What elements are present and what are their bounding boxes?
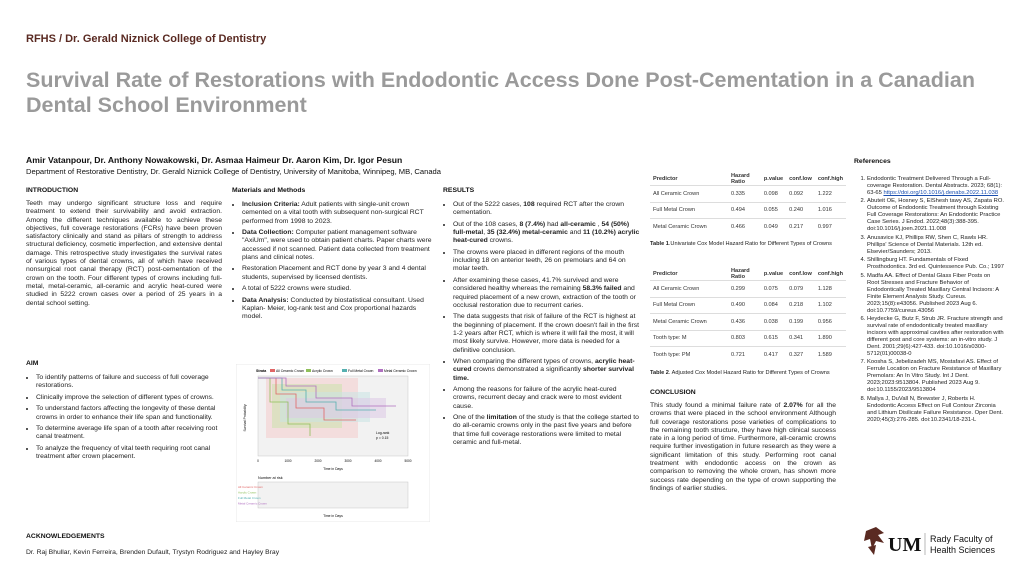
table-cell: 0.098: [761, 186, 786, 203]
table-row: [650, 281, 846, 298]
table-cell: 0.055: [761, 202, 786, 219]
table-cell: Tooth type: PM: [650, 347, 728, 363]
reference-item: [867, 176, 1004, 197]
table-header-cell: Predictor: [653, 270, 678, 277]
results-item: [453, 277, 641, 310]
results-text: crowns.: [487, 237, 514, 245]
results-text: and: [567, 229, 583, 237]
table-cell: 0.299: [728, 281, 761, 298]
table-cell: Metal Ceramic Crown: [650, 219, 728, 235]
table1-section: [650, 172, 846, 247]
results-text: ,: [483, 229, 487, 237]
table-cell: 0.327: [786, 347, 815, 363]
results-item: [453, 358, 641, 383]
risk-row-label: Full Metal Crown: [238, 496, 261, 500]
table-row: [650, 202, 846, 219]
reference-item: [867, 273, 1004, 315]
table-row: [650, 330, 846, 347]
results-text: Out of the 5222 cases,: [453, 201, 524, 208]
reference-item: [867, 257, 1004, 271]
reference-link[interactable]: https://doi.org/10.1016/j.denabs.2022.11.038: [883, 190, 999, 196]
results-section: [443, 187, 641, 451]
x-tick-label: 5000: [404, 459, 412, 463]
table-cell: 1.128: [815, 281, 846, 298]
results-text: Among the reasons for failure of the acrylic heat-cured crowns, recurrent decay and crack were to most evident cause.: [453, 386, 622, 410]
results-text: The crowns were placed in different regions of the mouth including 18 on anterior teeth, 26 on premolars and 64 on molar teeth.: [453, 248, 626, 273]
table-cell: 1.589: [815, 347, 846, 363]
methods-item: [242, 297, 432, 322]
risk-row-label: Acrylic Crown: [238, 490, 257, 495]
table-cell: 1.016: [815, 202, 846, 219]
table-header-row: [650, 172, 846, 186]
methods-item-text: Conducted by biostatistical consultant. Used Kaplan- Meier, log-rank test and Cox proportional hazards model.: [242, 296, 424, 321]
table-header-cell: Hazard Ratio: [731, 172, 750, 185]
legend-entry: Full Metal Crown: [348, 369, 374, 373]
methods-item-text: Computer patient management software "AxiUm", were used to obtain patient charts. Paper charts were accessed if not scanned. Patient data collected from treatment plans and clinical notes.: [242, 229, 432, 261]
results-text: Out of the 108 cases,: [453, 220, 520, 228]
aim-item: • To analyze the frequency of vital teeth requiring root canal treatment after crown placement.: [36, 445, 222, 462]
results-text: had: [545, 220, 561, 228]
table-cell: 0.049: [761, 219, 786, 235]
results-emphasis: acrylic heat-cured: [453, 357, 635, 374]
table-cell: 0.494: [728, 202, 761, 219]
table-cell: Tooth type: M: [650, 330, 728, 347]
table-cell: 0.092: [786, 186, 815, 203]
table-header-cell: conf.high: [817, 270, 843, 277]
table-cell: 0.956: [815, 314, 846, 331]
table-cell: 0.341: [786, 330, 815, 347]
authors: Amir Vatanpour, Dr. Anthony Nowakowski, Dr. Asmaa Haimeur Dr. Aaron Kim, Dr. Igor Pesun: [26, 155, 403, 165]
reference-text: Endodontic Treatment Delivered Through a Full- coverage Restoration. Dental Abstracts. 2023; 68(1): 63-65: [867, 176, 1003, 196]
risk-row-label: Metal Ceramic Crown: [238, 501, 267, 506]
reference-text: Mallya J, DuVall N, Brewster J, Roberts H. Endodontic Access Effect on Full Contour Zirconia and Lithium Disilicate Failure Resistance. Oper Dent. 2020;45(3):276-285. doi:10.2341/18-231-L: [867, 395, 1003, 423]
department: Department of Restorative Dentistry, Dr. Gerald Niznick College of Dentistry, University of Manitoba, Winnipeg, MB, Canada: [26, 167, 442, 176]
table1-caption: Table 1.Univariate Cox Model Hazard Ratio for Different Types of Crowns: [650, 240, 832, 247]
legend-swatch: [378, 369, 383, 372]
methods-item-text: Restoration Placement and RCT done by year 3 and 4 dental students, supervised by licensed dentists.: [242, 265, 426, 281]
methods-item-label: Data Collection:: [242, 229, 294, 237]
table-cell: 0.199: [786, 314, 815, 331]
results-text: The data suggests that risk of failure of the RCT is highest at the beginning of placement. If the crown doesn't fail in the first 1-2 years after RCT, which is where it will fail the most, it will most likely survive. However, more data is needed for a definitive conclusion.: [453, 313, 640, 354]
aim-item: • Clinically improve the selection of different types of crowns.: [36, 394, 222, 402]
risk-xlabel: Time in Days: [323, 514, 343, 518]
table-cell: 1.222: [815, 186, 846, 203]
reference-item: [867, 316, 1004, 358]
univariate-table: [650, 172, 846, 235]
x-tick-label: 1000: [284, 459, 292, 463]
methods-list: [232, 201, 432, 322]
results-emphasis: 8 (7.4%): [519, 220, 546, 228]
reference-text: Abuteit OE, Hosney S, ElShesh tawy AS, Zapata RO. Outcome of Endodontic Treatment through Existing Full Coverage Restorations: An Endodontic Practice Case Series. J Endod. 2022;48(3):388-395. doi:10.1016/j.joen.2021.11.008: [867, 198, 1004, 233]
logo-line2: Health Sciences: [930, 545, 996, 555]
results-emphasis: 58.3% failed: [582, 285, 622, 293]
risk-row-label: All Ceramic Crown: [238, 485, 263, 489]
results-emphasis: 54 (50%) full-metal: [453, 220, 630, 237]
results-emphasis: 108: [523, 201, 535, 208]
legend-entry: Metal Ceramic Crown: [384, 369, 417, 373]
table-cell: 0.218: [786, 297, 815, 314]
results-text: ,: [595, 220, 602, 228]
table-cell: 0.217: [786, 219, 815, 235]
table-cell: 0.997: [815, 219, 846, 235]
table-header-row: [650, 267, 846, 281]
methods-item-label: Data Analysis:: [242, 296, 289, 304]
table-header-cell: p.value: [763, 175, 784, 182]
reference-text: Shillingburg HT. Fundamentals of Fixed Prosthodontics. 3rd ed. Quintessence Pub. Co.; 1997: [867, 257, 1004, 271]
reference-text: Madfa AA. Effect of Dental Glass Fiber Posts on Root Stresses and Fracture Behavior of Endodontically Treated Maxillary Central Incisors: A Finite Element Analysis Study. Cureus. 2023;15(8):e43056. Published 2023 Aug 6. doi:10.7759/cureus.43056: [867, 272, 999, 314]
results-text: required RCT after the crown cementation.: [453, 201, 625, 217]
table-cell: 0.079: [786, 281, 815, 298]
table-header-cell: conf.low: [789, 175, 812, 182]
legend-entry: Acrylic Crown: [312, 369, 333, 373]
legend-swatch: [342, 369, 347, 372]
table-cell: 0.490: [728, 297, 761, 314]
table-cell: All Ceramic Crown: [650, 281, 728, 298]
results-emphasis: shorter survival time.: [453, 366, 634, 382]
results-item: [453, 249, 641, 274]
table2-caption: Table 2. Adjusted Cox Model Hazard Ratio for Different Types of Crowns: [650, 369, 830, 376]
results-emphasis: limitation: [486, 414, 517, 422]
results-text: When comparing the different types of crowns,: [453, 357, 595, 365]
table-row: [650, 186, 846, 203]
methods-item: [242, 285, 432, 293]
results-text: and required placement of a new crown, extraction of the tooth or occlusal restoration due to recurrent caries.: [453, 285, 636, 309]
aim-item: • To determine average life span of a tooth after receiving root canal treatment.: [36, 425, 222, 442]
table-cell: Metal Ceramic Crown: [650, 314, 728, 331]
legend-entry: All Ceramic Crown: [276, 369, 305, 373]
x-tick-label: 3000: [344, 459, 352, 463]
legend-swatch: [270, 369, 275, 372]
results-text: One of the: [453, 414, 487, 422]
kaplan-meier-figure: [236, 364, 430, 522]
kaplan-meier-plot: [236, 364, 430, 522]
table-cell: 0.615: [761, 330, 786, 347]
references-list: [854, 176, 1004, 424]
reference-text: Anusavice KJ, Phillips RW, Shen C, Rawls HR. Phillips' Science of Dental Materials. 12th ed. Elsevier/Saunders; 2013.: [867, 234, 988, 255]
references-section: [854, 158, 1004, 425]
results-text: After examining these cases, 41.7% survived and were considered healthy whereas the remaining: [453, 276, 619, 293]
methods-item-text: Adult patients with single-unit crown cemented on a vital tooth with subsequent non-surgical RCT performed from 1998 to 2023.: [242, 201, 424, 225]
table-row: [650, 314, 846, 331]
results-item: [453, 221, 641, 246]
aim-item: • To identify patterns of failure and success of full coverage restorations.: [36, 374, 222, 391]
introduction-section: [26, 187, 222, 308]
methods-item-label: Inclusion Criteria:: [242, 201, 300, 208]
conclusion-section: [650, 389, 836, 493]
table-header-cell: p.value: [763, 270, 784, 277]
references-heading: References: [854, 158, 891, 165]
table-cell: 0.335: [728, 186, 761, 203]
reference-item: [867, 359, 1004, 394]
logo-mark-text: UM: [888, 534, 922, 556]
reference-item: [867, 396, 1004, 424]
results-emphasis: 11 (10.2%) acrylic heat-cured: [453, 229, 640, 245]
introduction-text: Teeth may undergo significant structure loss and require treatment to extend their survivability and avoid extraction. Among the different techniques available to achieve these objectives, full coverage restorations (FCRs) have been proven satisfactory clinically and stand as pillars of strength to address structural deficiency, cosmetic imperfection, and extensive dental damage. This retrospective study investigates the survival rates of various types of dental crowns, all of which have received nonsurgical root canal therapy (RCT) post-cementation of the crown on the tooth. Four different types of crowns including full-metal, metal-ceramic, all-ceramic and acrylic heat-cured were studied in 5222 crown cases over a period of 25 years in a dental school setting.: [26, 200, 222, 307]
table-cell: 0.240: [786, 202, 815, 219]
reference-item: [867, 235, 1004, 256]
results-item: [453, 386, 641, 411]
institution-label: RFHS / Dr. Gerald Niznick College of Dentistry: [26, 33, 267, 45]
aim-list: [26, 374, 222, 461]
results-item: [453, 313, 641, 354]
risk-title: Number at risk: [258, 476, 283, 480]
table-cell: All Ceramic Crown: [650, 186, 728, 203]
acknowledgements-heading: ACKNOWLEDGEMENTS: [26, 533, 105, 540]
x-tick-label: 4000: [374, 459, 382, 463]
table-cell: 0.803: [728, 330, 761, 347]
table-cell: 1.102: [815, 297, 846, 314]
table-cell: 1.890: [815, 330, 846, 347]
conclusion-heading: CONCLUSION: [650, 389, 696, 396]
reference-text: Koosha S, Jebelizadeh MS, Mostafavi AS. Effect of Ferrule Location on Fracture Resistance of Maxillary Premolars: An In Vitro Study. Int J Dent. 2023;2023:9513804. Published 2023 Aug 9. doi:10.1155/2023/9513804: [867, 359, 1002, 394]
km-ylabel: Survival Probability: [243, 404, 247, 432]
table-cell: 0.436: [728, 314, 761, 331]
pvalue-label: p = 0.15: [376, 436, 389, 440]
x-tick-label: 2000: [314, 459, 322, 463]
table-cell: 0.417: [761, 347, 786, 363]
methods-section: [232, 187, 432, 325]
table-cell: 0.038: [761, 314, 786, 331]
adjusted-table: [650, 267, 846, 363]
reference-text: Heydecke G, Butz F, Strub JR. Fracture strength and survival rate of endodontically treated maxillary incisors with approximal cavities after restoration with different post and core systems: an in-vitro study. J Dent. 2001;29(6):427-433. doi:10.1016/s0300-5712(01)00038-0: [867, 315, 1004, 357]
table-cell: 0.084: [761, 297, 786, 314]
results-list: [443, 201, 641, 447]
aim-section: [26, 360, 222, 465]
results-item: [453, 201, 641, 218]
table-header-cell: conf.high: [817, 175, 843, 182]
poster-title: Survival Rate of Restorations with Endodontic Access Done Post-Cementation in a Canadian Dental School Environment: [26, 68, 975, 117]
results-emphasis: 35 (32.4%) metal-ceramic: [487, 229, 568, 237]
table-header-cell: conf.low: [789, 270, 812, 277]
results-emphasis: all-ceramic: [560, 220, 596, 228]
table-header-cell: Predictor: [653, 175, 678, 182]
results-item: [453, 414, 641, 447]
results-heading: RESULTS: [443, 187, 475, 194]
legend-swatch: [306, 369, 311, 372]
methods-heading: Materials and Methods: [232, 187, 306, 194]
table-cell: Full Metal Crown: [650, 202, 728, 219]
conclusion-text: This study found a minimal failure rate of 2.07% for all the crowns that were placed in the school environment Although full coverage restorations pose varieties of complications to the remaining tooth structure, they have high clinical success rate in a long period of time. Furthermore, all-ceramic crowns require further investigation in future research as they were a significant limitation of this study. Performing root canal treatment with endodontic access on the crown as comparison to removing the whole crown, has shown more success rate depending on the type of crown supporting the findings of earlier studies.: [650, 402, 836, 492]
table-cell: 0.721: [728, 347, 761, 363]
methods-item-text: A total of 5222 crowns were studied.: [242, 285, 352, 293]
methods-item: [242, 265, 432, 282]
table-header-cell: Hazard Ratio: [731, 267, 750, 280]
table-row: [650, 297, 846, 314]
table-cell: 0.075: [761, 281, 786, 298]
table2-section: [650, 267, 846, 376]
university-logo-mark: [862, 525, 1012, 563]
aim-item: • To understand factors affecting the longevity of these dental crowns in order to enhance their life span and functionality.: [36, 405, 222, 422]
km-xlabel: Time in Days: [323, 467, 343, 471]
reference-item: [867, 198, 1004, 233]
table-cell: Full Metal Crown: [650, 297, 728, 314]
logo-line1: Rady Faculty of: [930, 534, 993, 544]
legend-title: Strata: [256, 369, 267, 373]
table-row: [650, 219, 846, 235]
aim-heading: AIM: [26, 360, 39, 367]
methods-item: [242, 229, 432, 262]
introduction-heading: INTRODUCTION: [26, 187, 79, 194]
table-cell: 0.466: [728, 219, 761, 235]
table-row: [650, 347, 846, 363]
results-text: of the study is that the college started to do all-ceramic crowns only in the past five years and before that time full coverage restorations were limited to metal ceramic and full-metal.: [453, 414, 639, 447]
acknowledgements-text: Dr. Raj Bhullar, Kevin Ferreira, Brenden Dufault, Trystyn Rodriguez and Hayley Bray: [26, 549, 280, 556]
university-logo: [862, 525, 1012, 563]
results-text: crowns demonstrated a significantly: [471, 366, 583, 374]
x-tick-label: 0: [257, 459, 259, 463]
methods-item: [242, 201, 432, 226]
logrank-label: Log-rank: [376, 431, 390, 435]
